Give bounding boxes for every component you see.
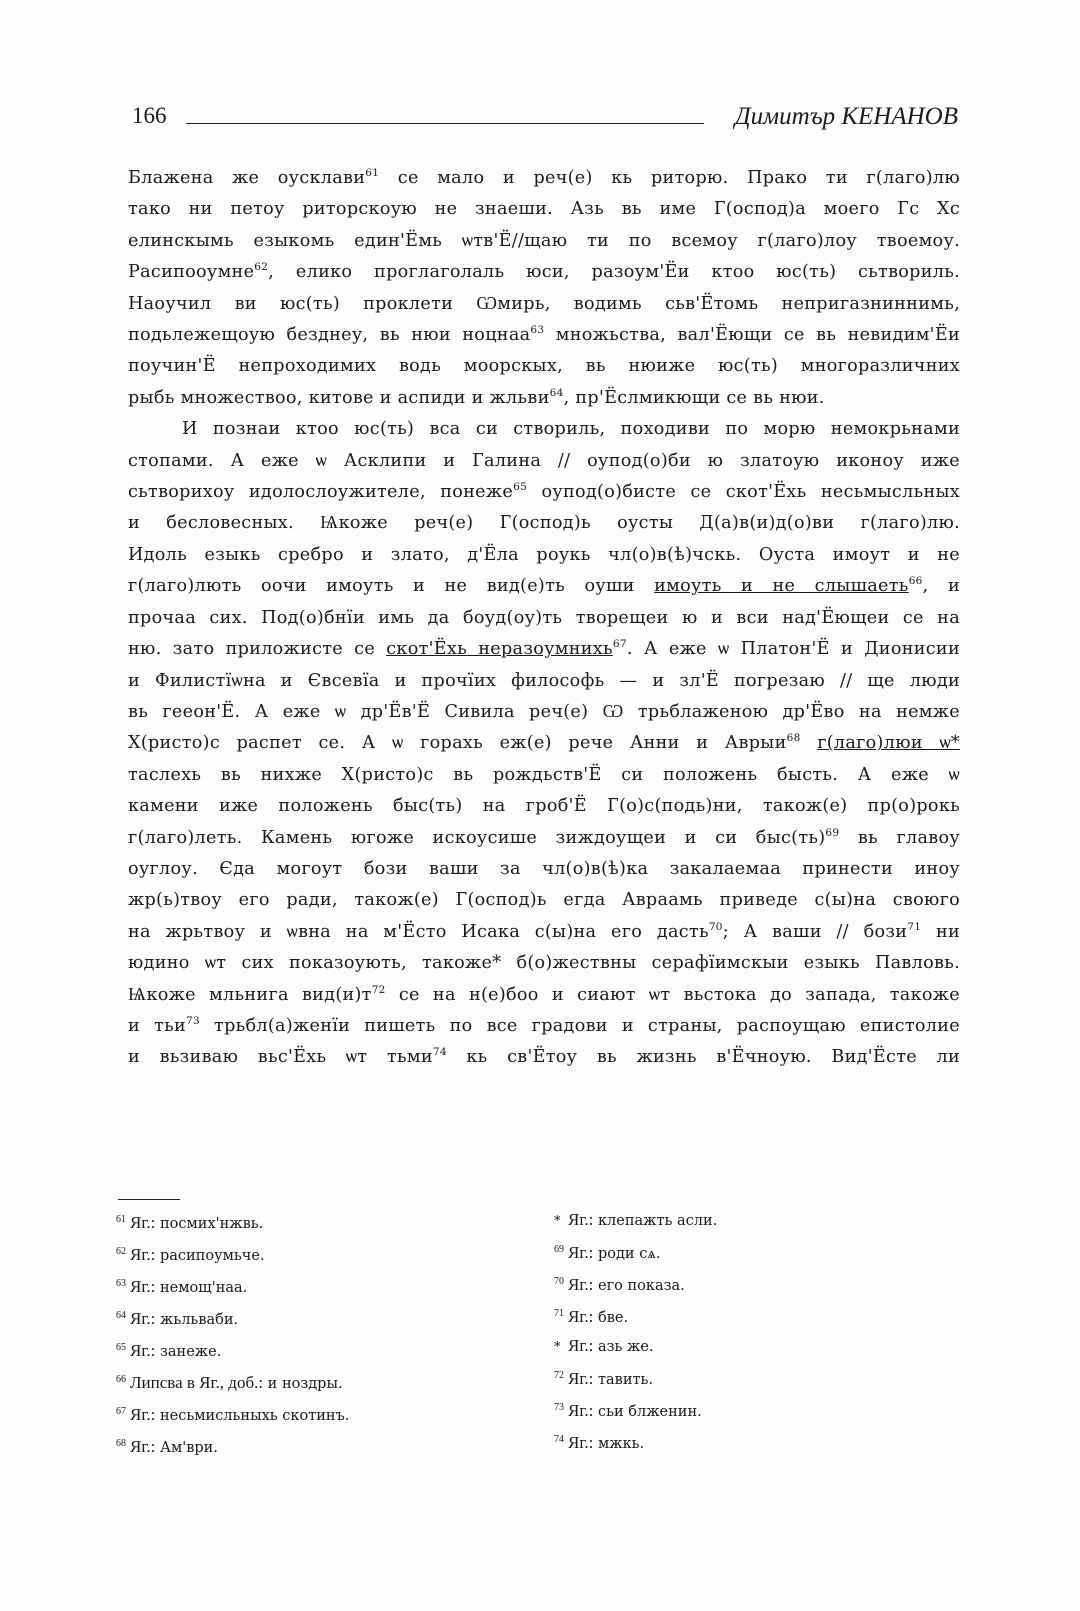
text-line: г(лаго)леть. Камень югоже искоусише зиждоущеи и си быс(ть)$^{69}$ вь главоу [128, 826, 960, 848]
text-line: и бесловесных. Ѩкоже реч(е) Г(оспод)ь оусты Д(а)в(и)д(о)ви г(лаго)лю. [128, 513, 960, 534]
main-text [128, 163, 960, 1074]
footnote-ref[interactable]: 68 [786, 732, 801, 745]
footnote: $^{61}$ Яг.: посмих'нжвь. [116, 1213, 264, 1232]
footnote: $^{62}$ Яг.: расипоумьче. [116, 1245, 265, 1264]
text-line: подьлежещоую безднеу, вь нюи ноцнаа$^{63}$ множьства, вал'Ёющи се вь невидим'Ёи [128, 324, 960, 346]
paragraph-2 [128, 414, 960, 1074]
text-line: елинскымь езыкомь един'Ёмь ѡтв'Ё//щаю ти по всемоу г(лаго)лоу твоемоу. [128, 230, 960, 251]
text-line: и вьзиваю вьс'Ёхь ѡт тьми$^{74}$ кь св'Ётоу вь жизнь в'Ёчноую. Вид'Ёсте ли [128, 1046, 960, 1068]
text-line: Наоучил ви юс(ть) проклети Ѡмирь, водимь сьв'Ётомь непригазниннимь, [128, 293, 960, 314]
text-line: Ѩкоже мльнига $вид(и)т^{72}$ се на н(е)боо и сиают ѡт вьстока до запада, такоже [128, 983, 960, 1005]
text-line: камени иже положень быс(ть) на гроб'Ё Г(о)с(подь)ни, також(е) пр(о)рокь [128, 796, 960, 817]
footnote: $^{68}$ Яг.: Ам'ври. [116, 1437, 218, 1456]
paragraph-1 [128, 163, 960, 414]
text-line: жр(ь)твоу его ради, також(е) Г(оспод)ь егда Авраамь приведе с(ы)на своюго [128, 890, 960, 911]
footnote: * Яг.: азь же. [554, 1336, 654, 1355]
footnote: $^{71}$ Яг.: бве. [554, 1307, 629, 1326]
text-line: на жрьтвоу и ѡвна на м'Ёсто Исака с(ы)на его дасть$^{70}$; А ваши // бози$^{71}$ ни [128, 920, 960, 942]
underlined-phrase: скот'Ёхь неразоумнихь [386, 639, 613, 660]
footnote: $^{74}$ Яг.: мжкь. [554, 1433, 645, 1452]
text-line: оуглоу. Єда могоут бози ваши за чл(о)в(ѣ)ка закалаемаа принести иноу [128, 858, 960, 879]
text-line: Идоль езыкь сребро и злато, д'Ёла роукь чл(о)в(ѣ)чскь. Оуста имоут и не [128, 544, 960, 565]
footnote: $^{65}$ Яг.: занеже. [116, 1341, 222, 1360]
text-line: и Филистïѡна и Євсевïа и прочïих философь — и зл'Ё погрезаю // ще люди [128, 670, 960, 691]
footnote-ref[interactable]: 67 [612, 638, 627, 651]
text-line: Х(ристо)с распет се. А ѡ горахь еж(е) рече Анни и Аврыи$^{68}$ г(лаго)люи ѡ* [128, 732, 960, 754]
page-number: 166 [132, 103, 167, 128]
footnote-ref[interactable]: 72 [371, 983, 386, 996]
underlined-phrase: г(лаго)люи ѡ* [817, 733, 960, 754]
footnote-ref[interactable]: 63 [530, 324, 545, 337]
footnote: $^{63}$ Яг.: немощ'наа. [116, 1277, 248, 1296]
footnote-ref[interactable]: 70 [708, 920, 723, 933]
footnote: $^{72}$ Яг.: тавить. [554, 1369, 654, 1388]
footnote-ref[interactable]: 61 [365, 167, 380, 179]
footnote-ref[interactable]: 73 [186, 1014, 200, 1027]
footnote-separator [118, 1199, 180, 1200]
header-rule [186, 123, 704, 124]
text-line: ню. зато приложисте се скот'Ёхь неразоумнихь$^{67}$. А еже ѡ Платон'Ё и Дионисии [128, 638, 960, 660]
footnote-ref[interactable]: 66 [908, 575, 923, 588]
text-line: прочаа сих. Под(о)бнïи имь да боуд(оу)ть творещеи ю и вси над'Ёющеи се на [128, 607, 960, 628]
footnote: $^{64}$ Яг.: жьльваби. [116, 1309, 239, 1328]
footnotes-right-column [554, 1206, 934, 1458]
text-line: Блажена же оусклави$^{61}$ се мало и реч(е) кь риторю. Прако ти г(лаго)лю [128, 167, 960, 188]
footnote-ref[interactable]: 62 [254, 261, 269, 274]
footnote-ref[interactable]: 65 [513, 481, 528, 494]
text-line: стопами. А еже ѡ Асклипи и Галина // оупод(о)би ю златоую иконоу иже [128, 450, 960, 471]
footnote-ref[interactable]: 71 [907, 920, 922, 933]
text-line: сьтворихоу идолослоужителе, понеже$^{65}$ оупод(о)бисте се скот'Ёхь несьмысльных [128, 481, 960, 503]
footnote-ref[interactable]: 64 [549, 386, 564, 399]
text-line: и тьи$^{73}$ трьбл(а)женïи пишеть по все градови и страны, распоущаю епистолие [128, 1014, 960, 1036]
footnote: $^{73}$ Яг.: сьи блженин. [554, 1401, 702, 1420]
footnote: * Яг.: клепажть асли. [554, 1210, 718, 1229]
text-line: поучин'Ё непроходимих водь моорскых, вь нюиже юс(ть) многоразличних [128, 356, 960, 377]
text-line: И познаи ктоо юс(ть) вса си створиль, походиви по морю немокрьнами [182, 419, 960, 440]
footnote-ref[interactable]: 69 [825, 826, 840, 839]
text-line: вь гееон'Ё. А еже ѡ др'Ёв'Ё Сивила реч(е) Ѡ трьблаженою др'Ёво на немже [128, 701, 960, 722]
text-line: юдино ѡт сих показоують, такоже* б(о)жествны серафïимскыи езыкь Павловь. [128, 953, 960, 974]
text-line: Расипооумне$^{62}$, елико проглаголаль юси, разоум'Ёи ктоо юс(ть) сьтвориль. [128, 261, 960, 283]
footnote: $^{70}$ Яг.: его показа. [554, 1275, 685, 1294]
running-head-author: Димитър КЕНАНОВ [734, 103, 958, 130]
underlined-phrase: имоуть и не слышаеть [654, 576, 909, 597]
running-header [132, 103, 958, 137]
text-line: г(лаго)лють оочи имоуть и не вид(е)ть оуши имоуть и не слышаеть$^{66}$, и [128, 575, 961, 597]
footnote: $^{66}$ Липсва в Яг., доб.: и ноздры. [116, 1373, 343, 1392]
text-line: тако ни петоу риторскоую не знаеши. Азь вь име Г(оспод)а моего Гс Хс [128, 199, 960, 220]
footnotes-left-column [116, 1206, 496, 1462]
footnote-ref[interactable]: 74 [432, 1046, 447, 1059]
footnote: $^{67}$ Яг.: несьмисльныхь скотинъ. [116, 1405, 350, 1424]
text-line: таслехь вь нихже Х(ристо)с вь рождьств'Ё си положень бысть. А еже ѡ [128, 764, 960, 785]
footnote: $^{69}$ Яг.: роди сѧ. [554, 1243, 661, 1262]
text-line: рыбь множествоо, китове и аспиди и жльви$^{64}$, пр'Ёслмикющи се вь нюи. [128, 386, 825, 408]
